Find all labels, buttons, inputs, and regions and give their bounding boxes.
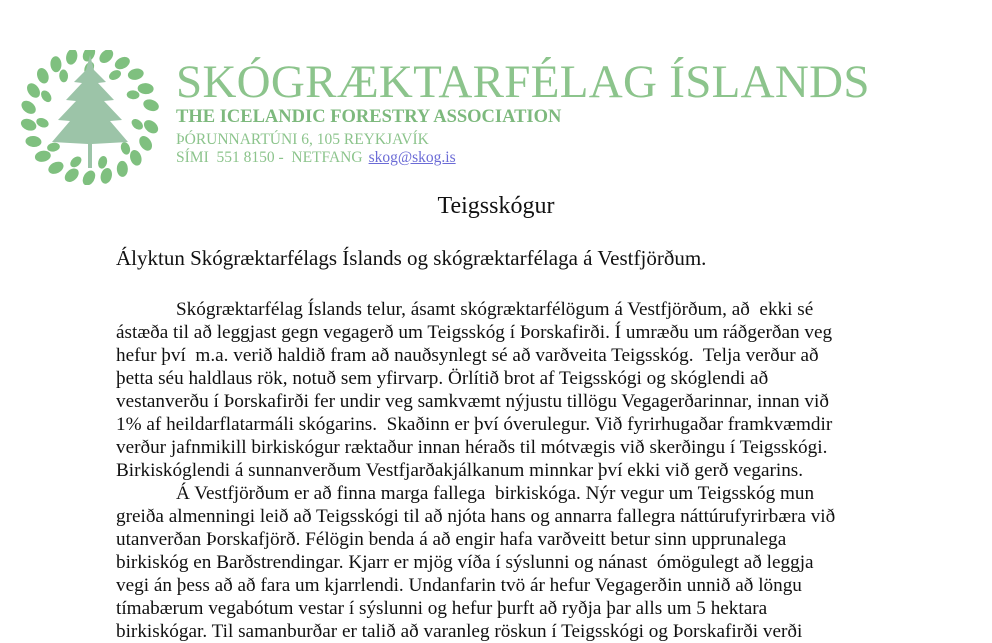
org-name-english: THE ICELANDIC FORESTRY ASSOCIATION (176, 107, 562, 127)
leaf-shape (80, 168, 98, 185)
leaf-shape (39, 88, 54, 104)
leaf-shape (137, 134, 155, 153)
leaf-shape (35, 66, 51, 85)
paragraph-line: birkiskóg en Barðstrendingar. Kjarr er mjög víða í sýslunni og nánast ómögulegt að leggja (116, 552, 814, 573)
paragraph-line: tímabærum vegabótum vestar í sýslunni og hefur þurft að ryðja þar alls um 5 hektara (116, 598, 768, 619)
leaf-shape (46, 159, 65, 176)
document-subtitle: Ályktun Skógræktarfélags Íslands og skógræktarfélaga á Vestfjörðum. (116, 246, 707, 270)
document-title: Teigsskógur (437, 193, 555, 219)
leaf-shape (119, 141, 131, 156)
leaf-shape (35, 116, 50, 129)
paragraph-line: vegi án þess að að fara um kjarrlendi. Undanfarin tvö ár hefur Vegagerðin unnið að löngu (116, 575, 802, 596)
leaf-shape (50, 56, 62, 73)
leaf-shape (25, 135, 42, 148)
leaf-shape (130, 117, 145, 132)
leaf-shape (62, 166, 81, 185)
paragraph-line: þetta séu haldlaus rök, notuð sem yfirvarp. Örlítið brot af Teigsskógi og skóglendi að (116, 368, 769, 389)
leaf-shape (126, 90, 139, 100)
leaf-shape (46, 142, 60, 153)
leaf-shape (97, 50, 116, 66)
paragraph-line: 1% af heildarflatarmáli skógarins. Skaðinn er því óverulegur. Við fyrirhugaðar framkvæmdir (116, 414, 833, 435)
phone-label: SÍMI 551 8150 - NETFANG (176, 149, 363, 166)
paragraph-line: vestanverðu í Þorskafirði fer undir veg samkvæmt nýjustu tillögu Vegagerðarinnar, innan við (116, 391, 829, 412)
leaf-shape (65, 50, 79, 66)
leaf-shape (68, 154, 83, 169)
paragraph-line: birkiskógar. Til samanburðar er talið að varanleg röskun í Teigsskógi og Þorskafirði verði (116, 621, 803, 642)
paragraph-line: hefur því m.a. verið haldið fram að nauðsynlegt sé að varðveita Teigsskóg. Telja verður að (116, 345, 819, 366)
tree-wreath-icon (18, 50, 163, 185)
address: ÞÓRUNNARTÚNI 6, 105 REYKJAVÍK (176, 131, 429, 148)
leaf-shape (137, 83, 154, 95)
paragraph (116, 482, 896, 643)
leaf-shape (34, 149, 52, 163)
paragraph (116, 298, 896, 482)
paragraph-line: utanverðan Þorskafjörð. Félögin benda á að engir hafa varðveitt betur sinn upprunalega (116, 529, 787, 550)
paragraph-line: Skógræktarfélag Íslands telur, ásamt skógræktarfélögum á Vestfjörðum, að ekki sé (176, 299, 814, 320)
paragraph-line: Birkiskóglendi á sunnanverðum Vestfjarðakjálkanum minnkar því ekki við gerð vegarins. (116, 460, 804, 481)
forestry-association-logo (18, 50, 163, 185)
leaf-shape (142, 97, 161, 113)
email-link[interactable]: skog@skog.is (368, 149, 456, 166)
leaf-shape (128, 149, 143, 168)
leaf-shape (113, 54, 132, 71)
leaf-shape (59, 69, 69, 82)
leaf-shape (24, 81, 42, 100)
leaf-shape (19, 98, 38, 117)
leaf-shape (127, 67, 145, 81)
leaf-shape (117, 161, 128, 177)
leaf-shape (97, 155, 109, 170)
org-name: SKÓGRÆKTARFÉLAG ÍSLANDS (176, 56, 870, 108)
leaf-shape (141, 117, 160, 136)
paragraph-line: greiða almenningi leið að Teigsskógi til að njóta hans og annarra fallegra náttúrufyrirbæra við (116, 506, 836, 527)
paragraph-line: verður jafnmikill birkiskógur ræktaður innan héraðs til mótvægis við skerðingu í Teigsskógi. (116, 437, 828, 458)
paragraph-line: Á Vestfjörðum er að finna marga fallega birkiskóga. Nýr vegur um Teigsskóg mun (176, 483, 815, 504)
leaf-shape (19, 117, 38, 133)
leaf-shape (107, 68, 122, 82)
document-body (116, 298, 896, 643)
leaf-shape (99, 167, 114, 185)
paragraph-line: ástæða til að leggjast gegn vegagerð um Teigsskóg í Þorskafirði. Í umræðu um ráðgerðan veg (116, 322, 833, 343)
contact-line (176, 149, 456, 167)
